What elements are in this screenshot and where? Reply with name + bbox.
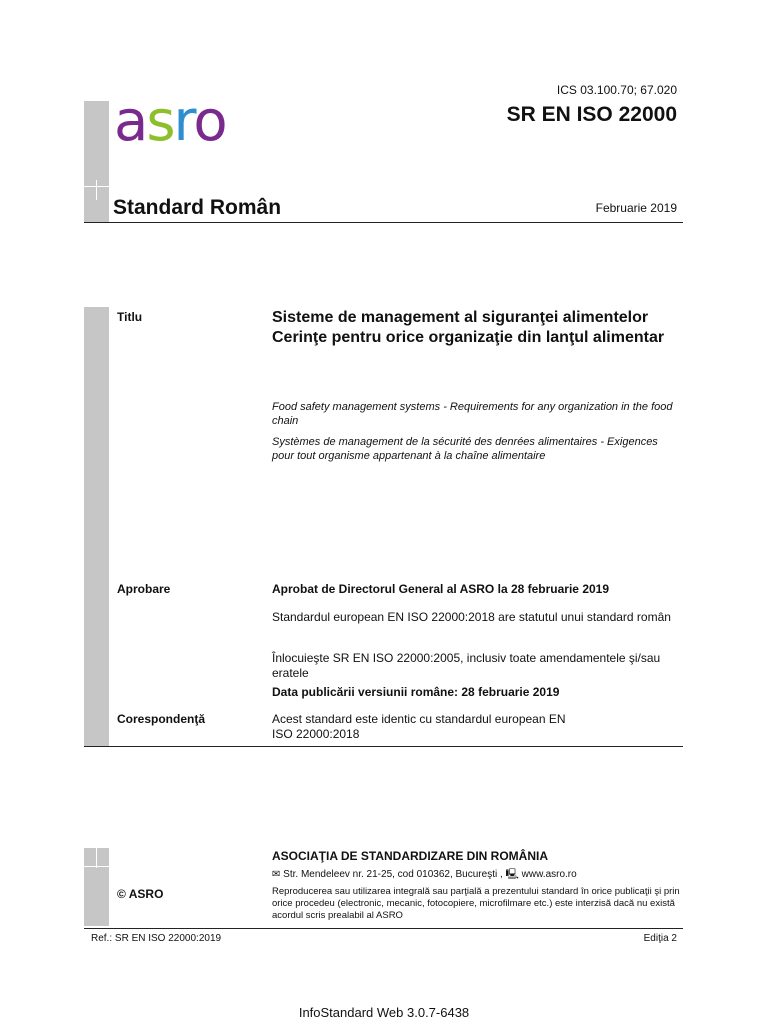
standard-code: SR EN ISO 22000 — [506, 103, 677, 126]
reference: Ref.: SR EN ISO 22000:2019 — [91, 933, 222, 944]
publication-date: Data publicării versiunii române: 28 februarie 2019 — [272, 685, 560, 699]
publisher-bar-mark-h — [84, 866, 109, 867]
standard-type: Standard Român — [113, 196, 282, 219]
copyright: © ASRO — [117, 887, 164, 901]
title-ro-line2: Cerinţe pentru orice organizaţie din lanţul alimentar — [272, 329, 665, 346]
header-bar-mark-v — [96, 180, 97, 200]
publisher-contact — [272, 867, 682, 884]
correspondence-text: Acest standard este identic cu standardul european EN ISO 22000:2018 — [272, 712, 566, 741]
bottom-rule — [84, 928, 683, 929]
computer-icon: 🖳 — [505, 869, 519, 880]
infostandard-footer: InfoStandard Web 3.0.7-6438 — [298, 1005, 470, 1020]
approved-by: Aprobat de Directorul General al ASRO la 28 februarie 2019 — [272, 582, 610, 596]
publisher-name: ASOCIAŢIA DE STANDARDIZARE DIN ROMÂNIA — [272, 849, 548, 863]
asro-logo: asro — [114, 89, 226, 154]
ics-code: ICS 03.100.70; 67.020 — [556, 83, 677, 97]
title-label: Titlu — [117, 310, 143, 324]
title-ro-line1: Sisteme de management al siguranţei alimentelor — [272, 309, 649, 326]
standard-status: Standardul european EN ISO 22000:2018 are statutul unui standard român — [272, 610, 671, 624]
edition: Ediţia 2 — [643, 933, 677, 944]
header-side-bar — [84, 101, 109, 222]
header-rule — [84, 222, 683, 223]
main-side-bar — [84, 307, 109, 747]
approval-label: Aprobare — [117, 582, 171, 596]
correspondence-label: Corespondenţă — [117, 712, 206, 726]
mail-icon: ✉ — [272, 869, 281, 880]
title-english: Food safety management systems - Requirements for any organization in the food chain — [272, 401, 673, 427]
replaces-note: Înlocuieşte SR EN ISO 22000:2005, inclusiv toate amendamentele şi/sau eratele — [272, 651, 661, 680]
publisher-website[interactable]: www.asro.ro — [521, 869, 577, 880]
publisher-bar-mark — [96, 848, 97, 868]
main-rule — [84, 746, 683, 747]
publication-month: Februarie 2019 — [595, 201, 677, 215]
title-french: Systèmes de management de la sécurité des denrées alimentaires - Exigences pour tout organisme appartenant à la chaîne alimentaire — [272, 436, 658, 462]
publisher-address: Str. Mendeleev nr. 21-25, cod 010362, Bucureşti , — [283, 869, 503, 880]
reproduction-notice: Reproducerea sau utilizarea integrală sau parţială a prezentului standard în orice publicaţii şi prin orice procedeu (electronic, mecanic, fotocopiere, microfilmare etc.) este interzisă dacă nu există acordul scris prealabil al ASRO — [272, 886, 680, 921]
title-romanian — [272, 308, 682, 348]
